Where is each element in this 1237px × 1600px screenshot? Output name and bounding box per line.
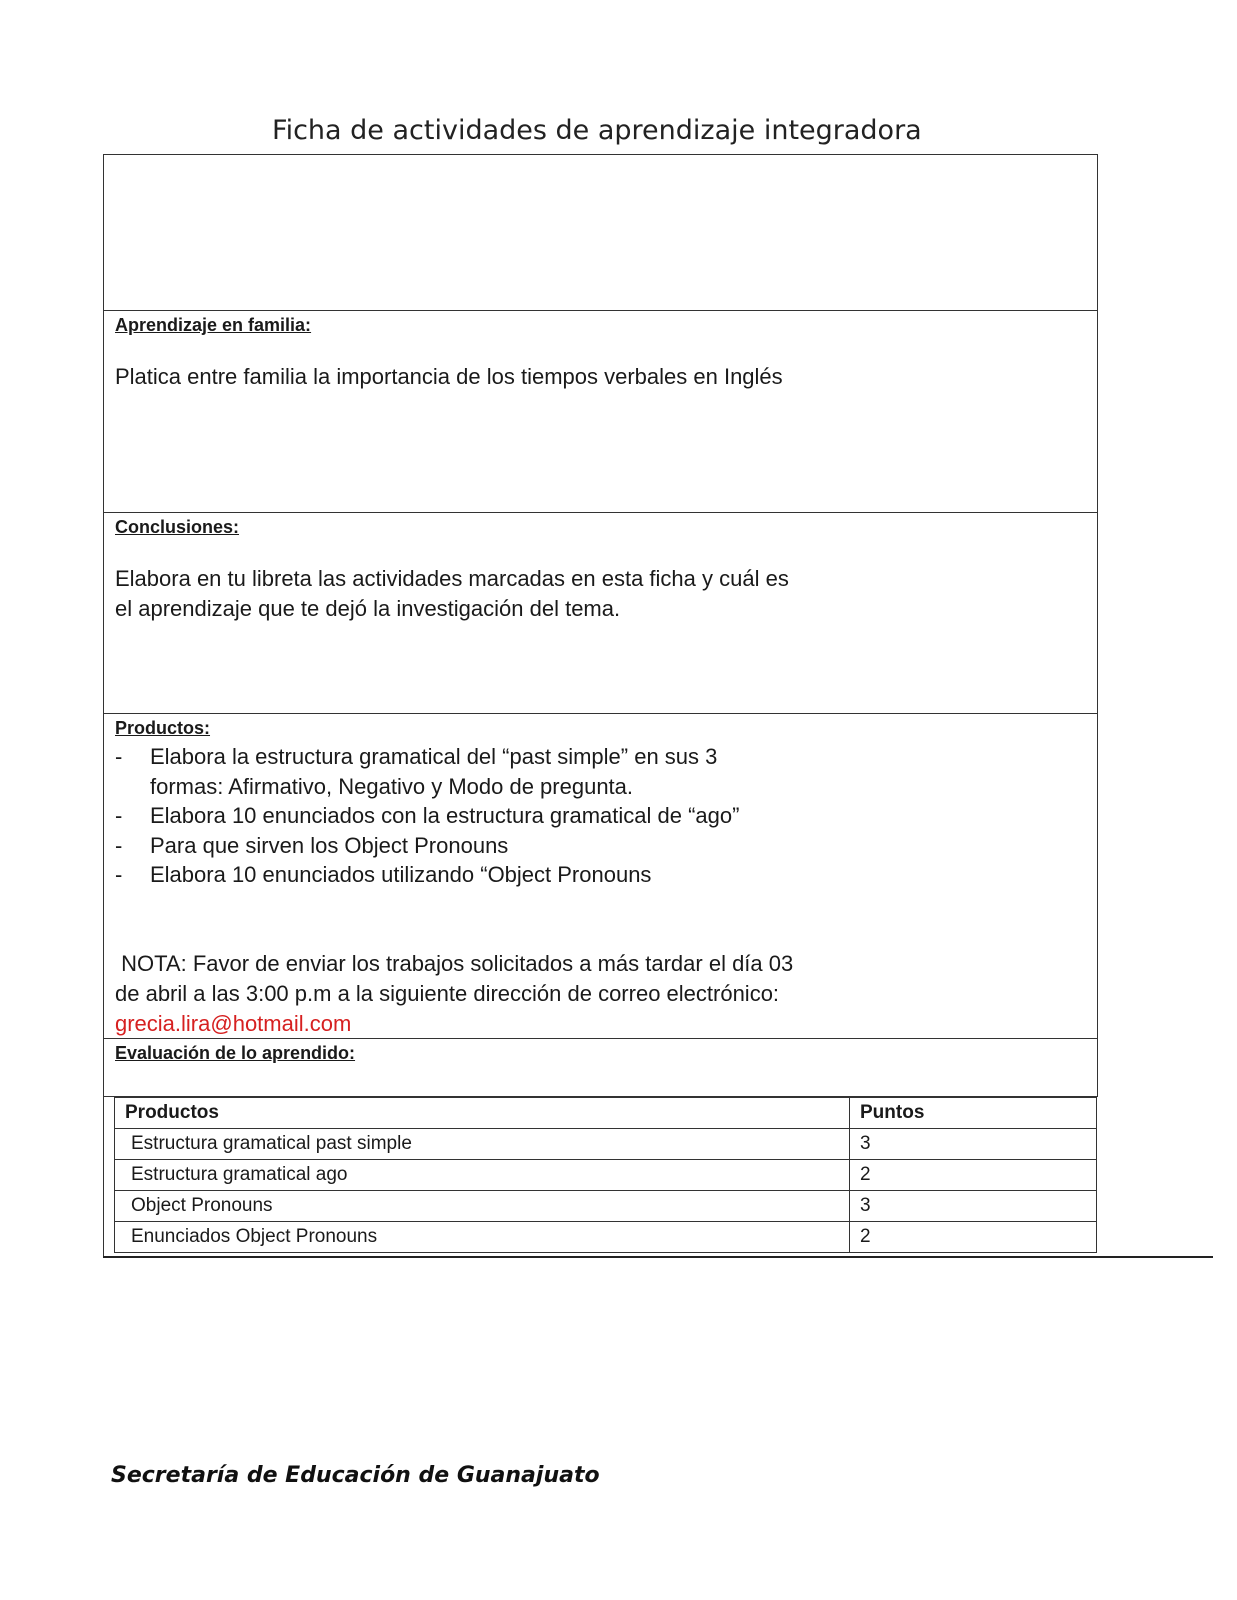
- conclusiones-label: Conclusiones:: [115, 517, 240, 537]
- nota-block: [115, 949, 793, 1039]
- bullet-dash: -: [115, 832, 123, 858]
- list-item: [115, 860, 739, 890]
- points-cell: 2: [850, 1160, 1097, 1191]
- section-divider: [103, 713, 1098, 714]
- product-cell: Object Pronouns: [115, 1191, 850, 1222]
- list-item: [115, 831, 739, 861]
- column-header-productos: Productos: [115, 1098, 850, 1129]
- productos-list: [115, 742, 739, 890]
- bottom-rule: [103, 1256, 1213, 1258]
- list-item-text: Elabora la estructura gramatical del “past simple” en sus 3: [150, 744, 718, 769]
- footer-institution: Secretaría de Educación de Guanajuato: [111, 1463, 600, 1488]
- list-item-text: Para que sirven los Object Pronouns: [150, 832, 509, 858]
- bullet-dash: -: [115, 862, 123, 887]
- table-row: [115, 1129, 1097, 1160]
- productos-label: Productos:: [115, 718, 211, 738]
- familia-label: Aprendizaje en familia:: [115, 315, 312, 335]
- table-row: [115, 1191, 1097, 1222]
- points-cell: 3: [850, 1129, 1097, 1160]
- nota-line-1: NOTA: Favor de enviar los trabajos solicitados a más tardar el día 03: [115, 951, 794, 976]
- evaluation-table: [114, 1097, 1097, 1253]
- section-divider: [103, 310, 1098, 311]
- list-item: [115, 801, 739, 831]
- bullet-dash: -: [115, 803, 123, 828]
- list-item: [115, 742, 739, 801]
- table-header-row: [115, 1098, 1097, 1129]
- points-cell: 3: [850, 1191, 1097, 1222]
- bullet-dash: -: [115, 744, 123, 769]
- page-title: Ficha de actividades de aprendizaje integradora: [272, 115, 922, 146]
- list-item-text: Elabora 10 enunciados utilizando “Object Pronouns: [150, 862, 652, 887]
- familia-text: Platica entre familia la importancia de los tiempos verbales en Inglés: [115, 364, 783, 389]
- email-link[interactable]: grecia.lira@hotmail.com: [115, 1011, 352, 1036]
- conclusiones-line-1: Elabora en tu libreta las actividades marcadas en esta ficha y cuál es: [115, 566, 789, 591]
- list-item-text: Elabora 10 enunciados con la estructura gramatical de “ago”: [150, 803, 740, 828]
- product-cell: Estructura gramatical ago: [115, 1160, 850, 1191]
- table-row: [115, 1222, 1097, 1253]
- table-left-edge: [103, 1097, 104, 1257]
- section-divider: [103, 512, 1098, 513]
- column-header-puntos: Puntos: [850, 1098, 1097, 1129]
- product-cell: Enunciados Object Pronouns: [115, 1222, 850, 1253]
- conclusiones-line-2: el aprendizaje que te dejó la investigación del tema.: [115, 596, 621, 621]
- product-cell: Estructura gramatical past simple: [115, 1129, 850, 1160]
- nota-line-2: de abril a las 3:00 p.m a la siguiente dirección de correo electrónico:: [115, 981, 780, 1006]
- evaluacion-label: Evaluación de lo aprendido:: [115, 1043, 356, 1063]
- list-item-text-continued: formas: Afirmativo, Negativo y Modo de pregunta.: [150, 773, 634, 799]
- table-row: [115, 1160, 1097, 1191]
- points-cell: 2: [850, 1222, 1097, 1253]
